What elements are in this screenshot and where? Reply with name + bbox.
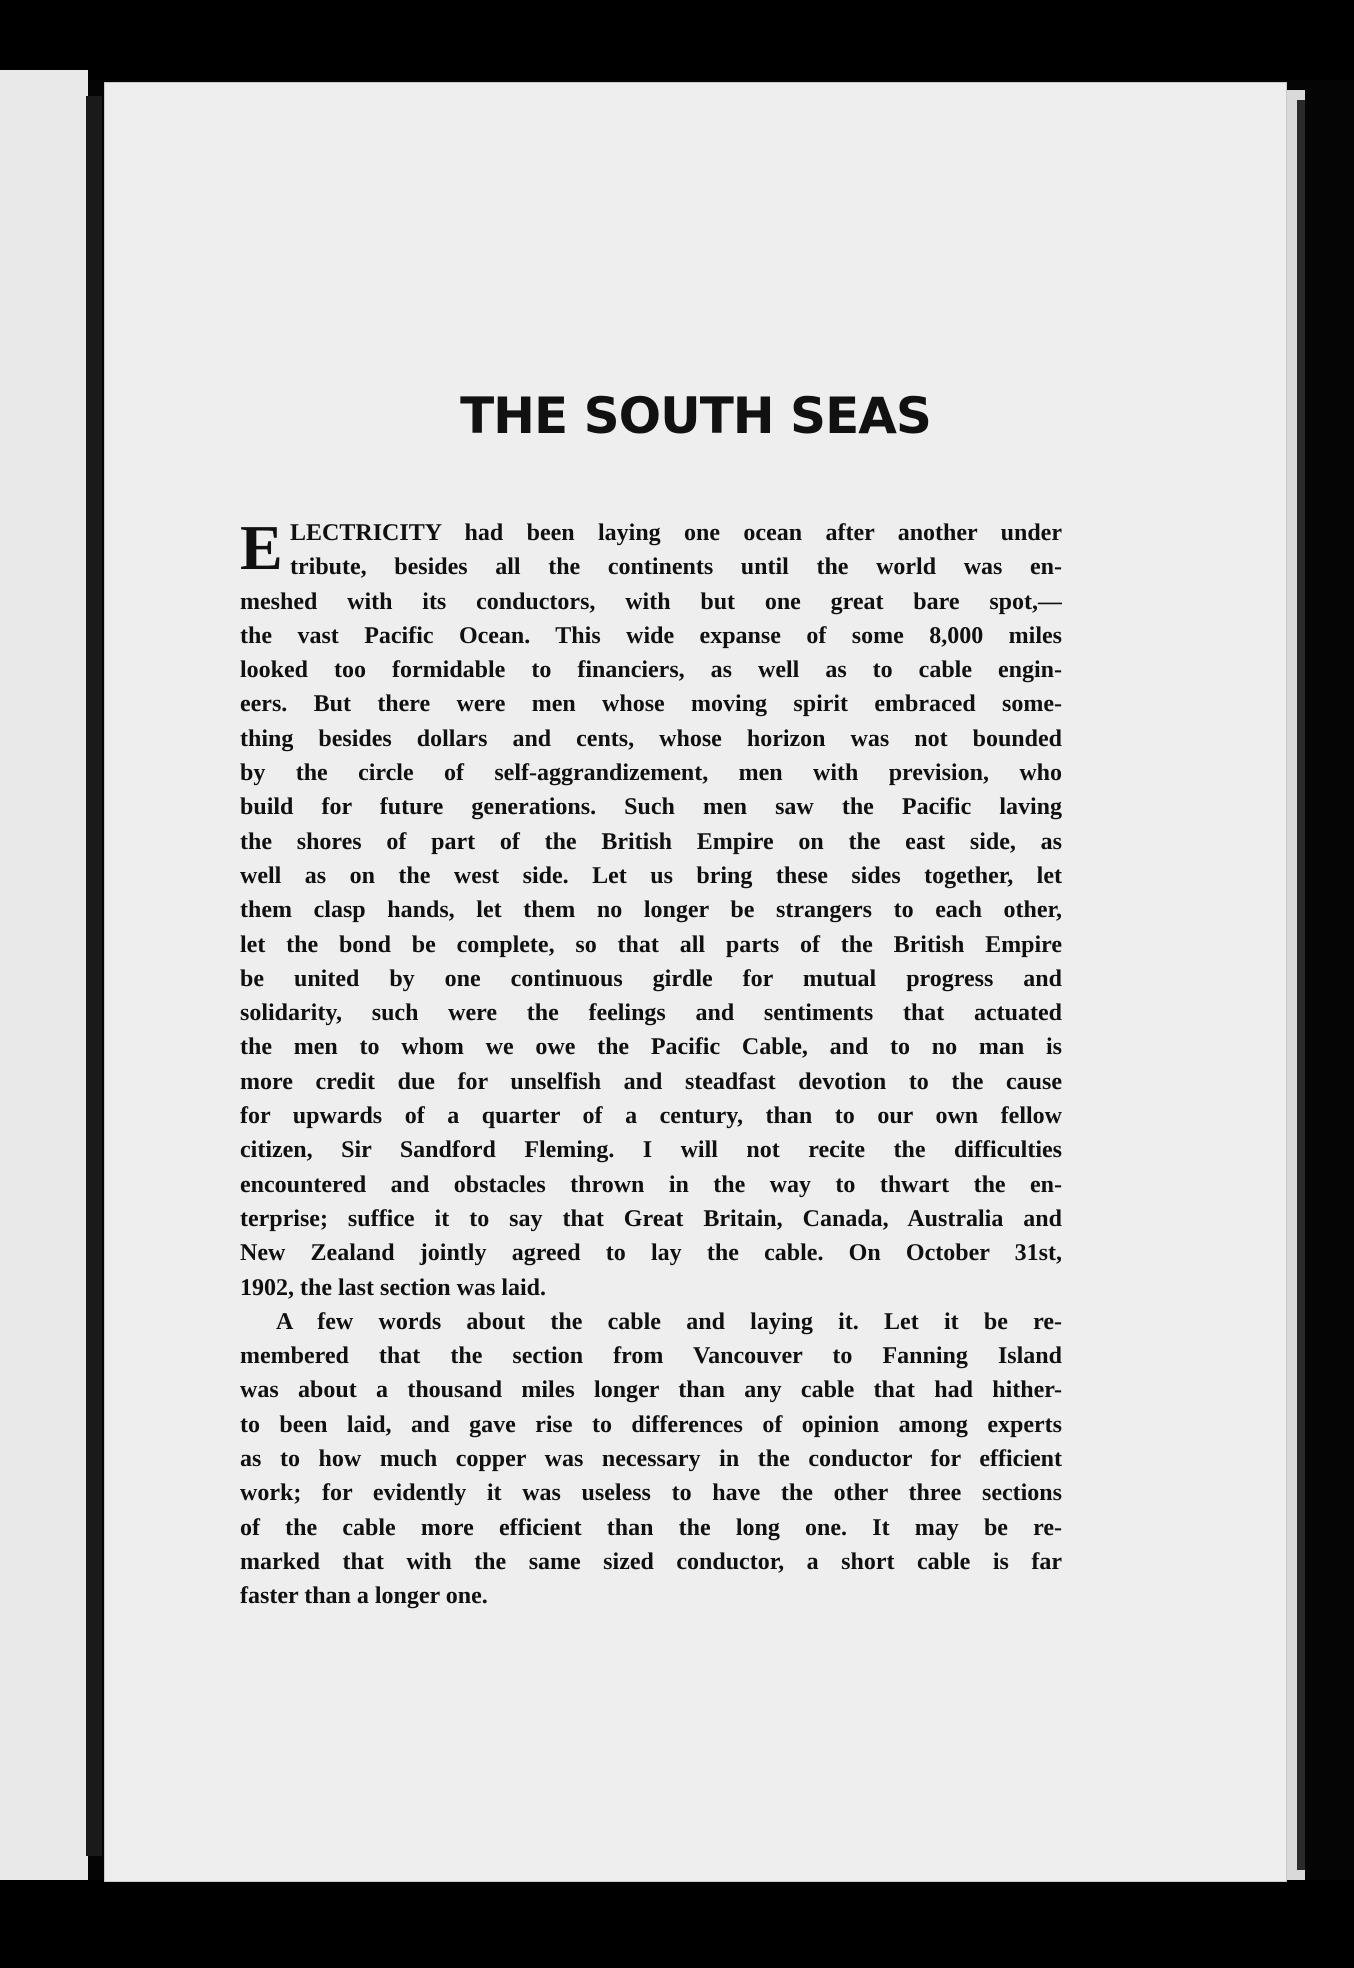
paragraph-line: build for future generations. Such men saw the Pacific laving bbox=[240, 794, 1062, 821]
paragraph-line: them clasp hands, let them no longer be strangers to each other, bbox=[240, 897, 1062, 924]
scan-top-border bbox=[0, 0, 1354, 80]
paragraph-line: for upwards of a quarter of a century, than to our own fellow bbox=[240, 1103, 1062, 1130]
paragraph-line: meshed with its conductors, with but one great bare spot,— bbox=[240, 588, 1062, 615]
paragraph-line: of the cable more efficient than the long one. It may be re- bbox=[240, 1514, 1062, 1541]
left-page-edge bbox=[0, 70, 88, 1900]
paragraph-line: membered that the section from Vancouver to Fanning Island bbox=[240, 1343, 1062, 1370]
body-text bbox=[240, 512, 1062, 1614]
paragraph-line: faster than a longer one. bbox=[240, 1583, 488, 1610]
paragraph-line: by the circle of self-aggrandizement, men with prevision, who bbox=[240, 760, 1062, 787]
paragraph-line: work; for evidently it was useless to have the other three sections bbox=[240, 1480, 1062, 1507]
binding-shadow bbox=[86, 96, 102, 1856]
paragraph-line: 1902, the last section was laid. bbox=[240, 1274, 546, 1301]
paragraph-line: let the bond be complete, so that all parts of the British Empire bbox=[240, 931, 1062, 958]
paragraph-line: looked too formidable to financiers, as well as to cable engin- bbox=[240, 657, 1062, 684]
paragraph-line: citizen, Sir Sandford Fleming. I will not recite the difficulties bbox=[240, 1137, 1062, 1164]
paragraph-line: the vast Pacific Ocean. This wide expanse of some 8,000 miles bbox=[240, 622, 1062, 649]
paragraph-line: solidarity, such were the feelings and sentiments that actuated bbox=[240, 1000, 1062, 1027]
paragraph-line: LECTRICITY had been laying one ocean after another under bbox=[290, 520, 1062, 546]
paragraph-line: eers. But there were men whose moving spirit embraced some- bbox=[240, 691, 1062, 718]
paragraph-line: well as on the west side. Let us bring these sides together, let bbox=[240, 862, 1062, 889]
paragraph-line: terprise; suffice it to say that Great Britain, Canada, Australia and bbox=[240, 1205, 1062, 1232]
paragraph-line: more credit due for unselfish and steadfast devotion to the cause bbox=[240, 1068, 1062, 1095]
right-edge-shadow bbox=[1297, 100, 1305, 1870]
paragraph-line: to been laid, and gave rise to differences of opinion among experts bbox=[240, 1411, 1062, 1438]
drop-cap: E bbox=[240, 512, 283, 583]
page-title: THE SOUTH SEAS bbox=[460, 387, 931, 445]
paragraph-line: New Zealand jointly agreed to lay the cable. On October 31st, bbox=[240, 1240, 1062, 1267]
paragraph-line: A few words about the cable and laying it. Let it be re- bbox=[276, 1308, 1062, 1335]
document-page bbox=[104, 82, 1287, 1882]
paragraph-line: marked that with the same sized conductor, a short cable is far bbox=[240, 1548, 1062, 1575]
paragraph-line: was about a thousand miles longer than any cable that had hither- bbox=[240, 1377, 1062, 1404]
paragraph-line: as to how much copper was necessary in the conductor for efficient bbox=[240, 1446, 1062, 1473]
paragraph-line: the men to whom we owe the Pacific Cable, and to no man is bbox=[240, 1034, 1062, 1061]
paragraph-line: tribute, besides all the continents until the world was en- bbox=[290, 554, 1062, 581]
paragraph-line: thing besides dollars and cents, whose horizon was not bounded bbox=[240, 725, 1062, 752]
paragraph-line: be united by one continuous girdle for mutual progress and bbox=[240, 965, 1062, 992]
scan-bottom-border bbox=[0, 1880, 1354, 1968]
paragraph-line: the shores of part of the British Empire on the east side, as bbox=[240, 828, 1062, 855]
paragraph-line: encountered and obstacles thrown in the way to thwart the en- bbox=[240, 1171, 1062, 1198]
